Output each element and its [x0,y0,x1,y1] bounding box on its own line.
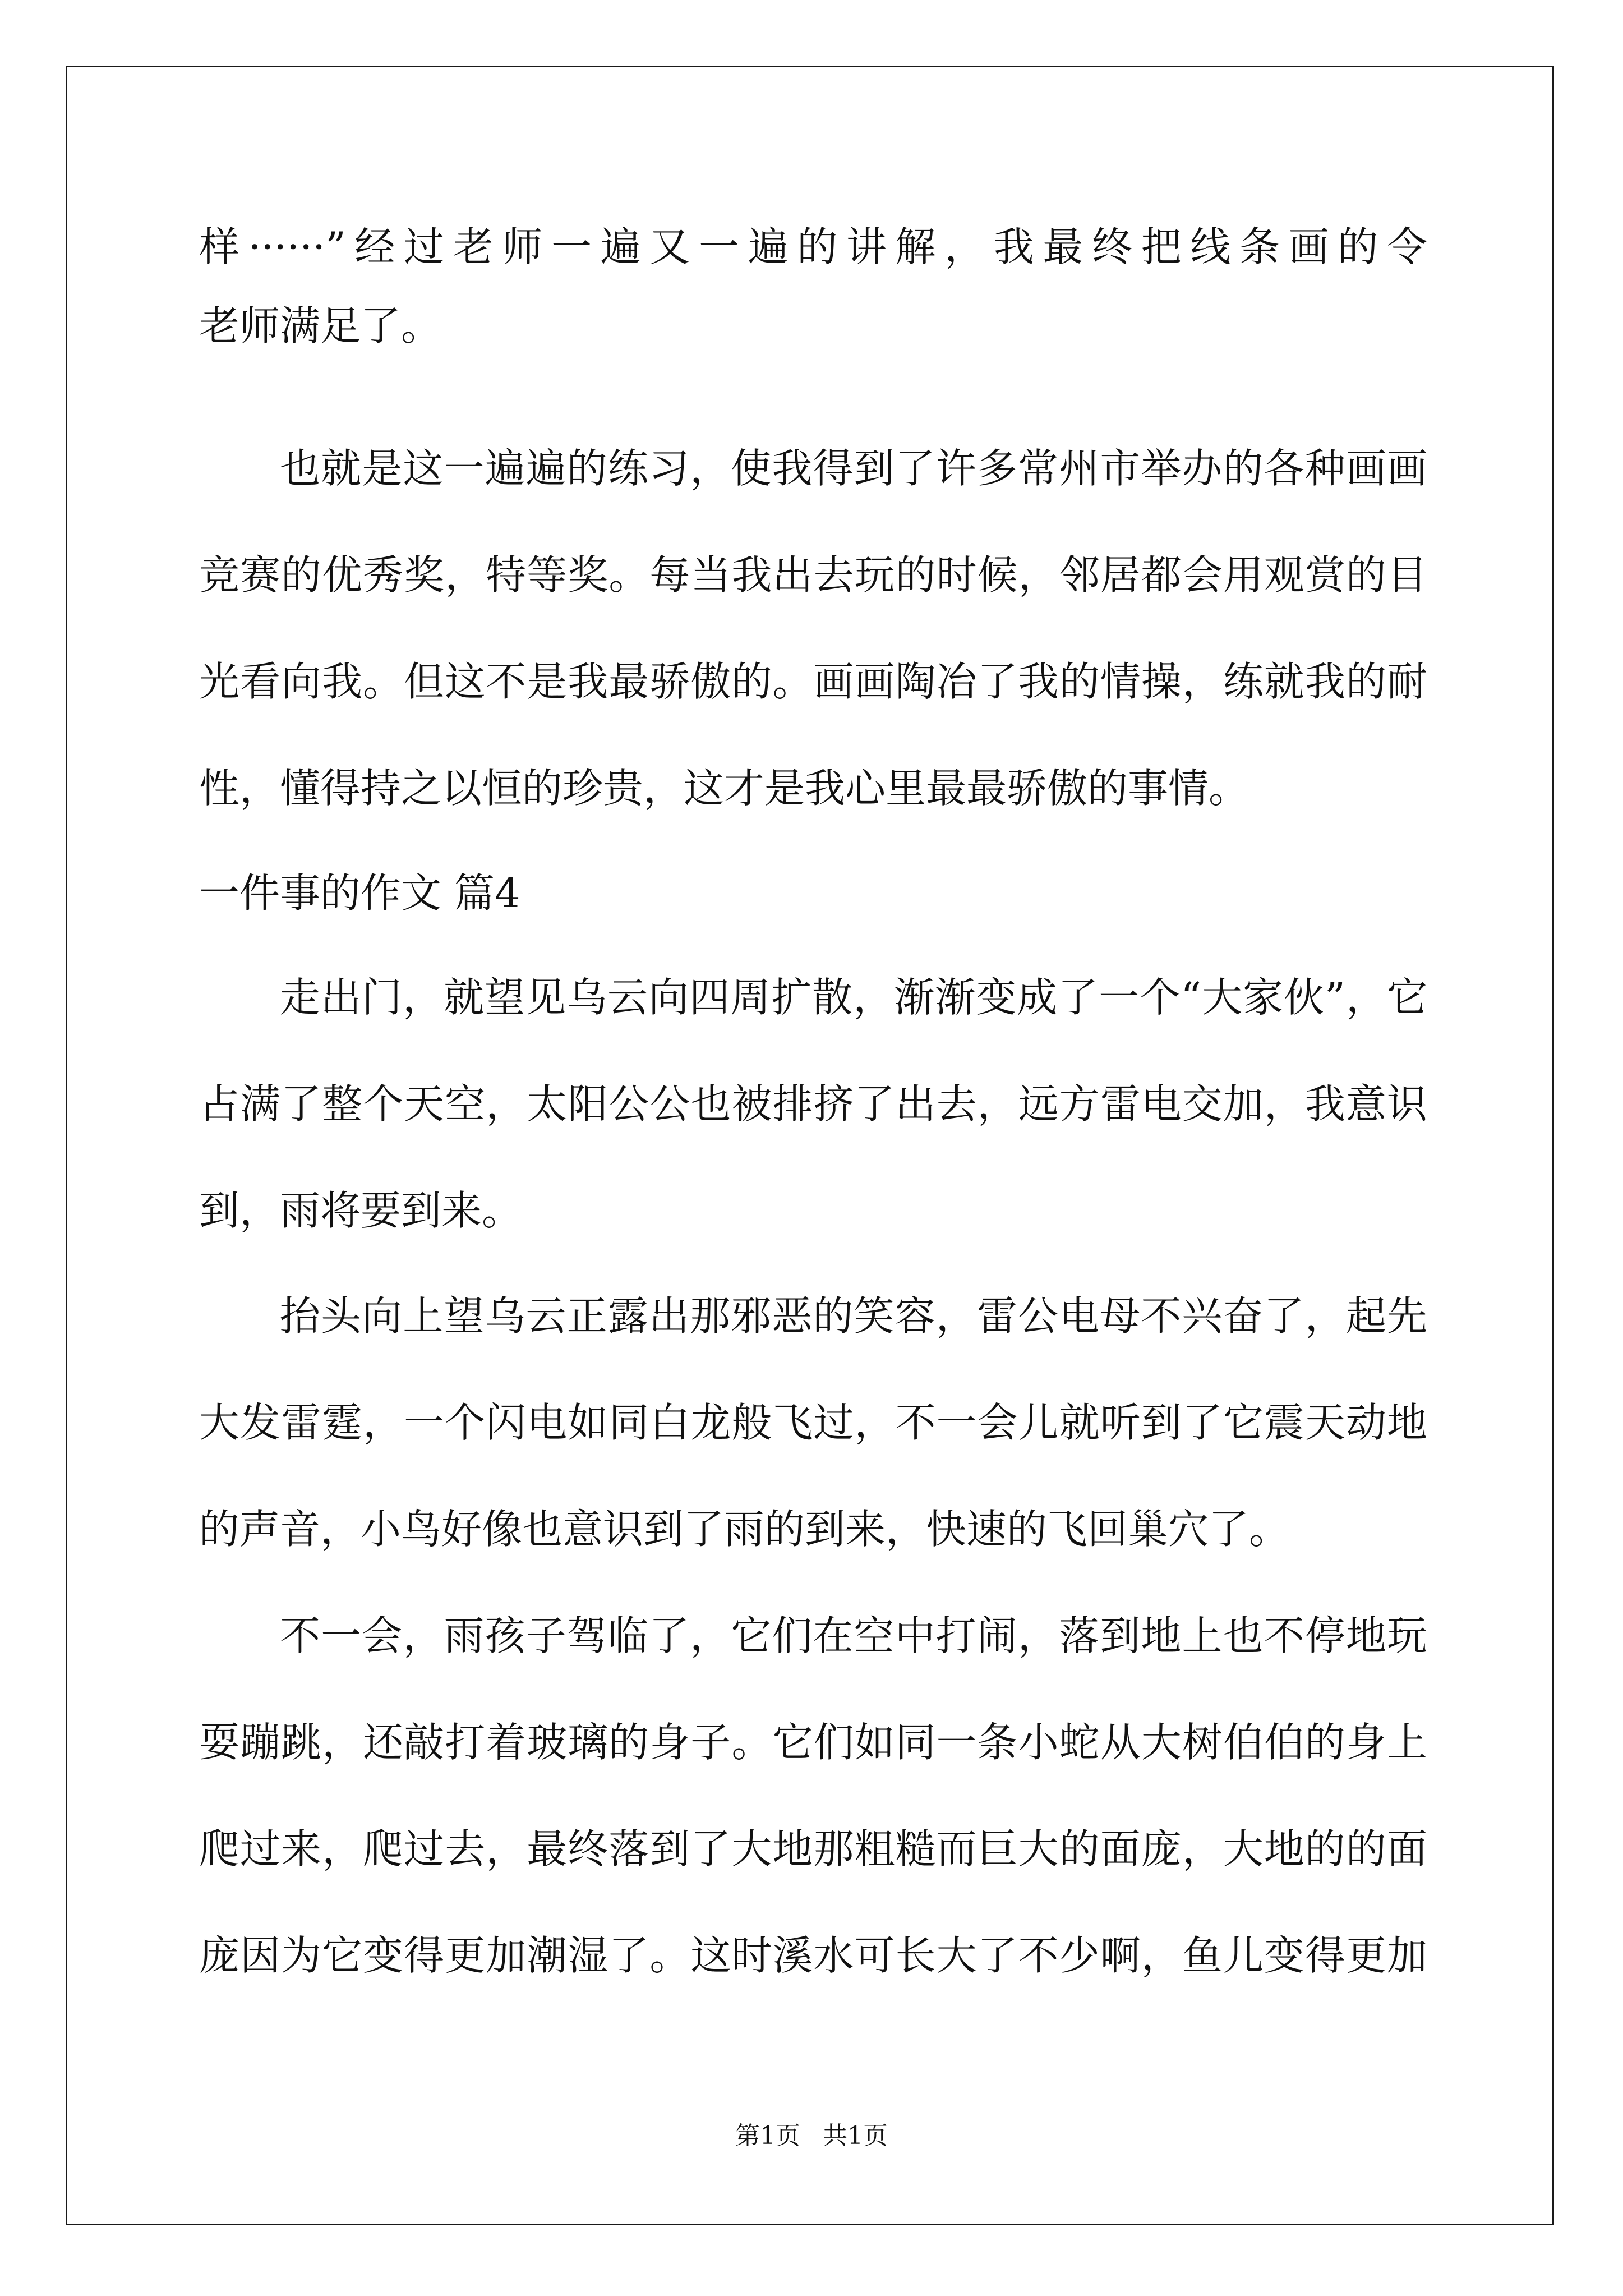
page-number: 第1页 [735,2122,800,2150]
text-line: 到，雨将要到来。 [199,1187,523,1234]
page-footer [0,2124,1623,2148]
text-line: 走出门，就望见乌云向四周扩散，渐渐变成了一个“大家伙”，它 [280,974,1427,1021]
text-line: 抬头向上望乌云正露出那邪恶的笑容，雷公电母不兴奋了，起先 [280,1292,1427,1340]
text-line: 样······”经过老师一遍又一遍的讲解，我最终把线条画的令 [199,223,1427,270]
page-total: 共1页 [823,2122,888,2150]
section-heading: 一件事的作文 篇4 [199,869,520,917]
text-line: 大发雷霆，一个闪电如同白龙般飞过，不一会儿就听到了它震天动地 [199,1399,1427,1446]
text-line: 光看向我。但这不是我最骄傲的。画画陶冶了我的情操，练就我的耐 [199,658,1427,705]
text-line: 性，懂得持之以恒的珍贵，这才是我心里最最骄傲的事情。 [199,765,1249,812]
text-line: 占满了整个天空，太阳公公也被排挤了出去，远方雷电交加，我意识 [199,1080,1427,1128]
text-line: 也就是这一遍遍的练习，使我得到了许多常州市举办的各种画画 [280,445,1427,492]
page-border [66,66,1554,2225]
text-line: 的声音，小鸟好像也意识到了雨的到来，快速的飞回巢穴了。 [199,1506,1290,1553]
text-line: 庞因为它变得更加潮湿了。这时溪水可长大了不少啊，鱼儿变得更加 [199,1932,1427,1979]
text-line: 不一会，雨孩子驾临了，它们在空中打闹，落到地上也不停地玩 [280,1612,1427,1659]
text-line: 爬过来，爬过去，最终落到了大地那粗糙而巨大的面庞，大地的的面 [199,1825,1427,1872]
text-line: 竞赛的优秀奖，特等奖。每当我出去玩的时候，邻居都会用观赏的目 [199,551,1427,599]
text-line: 耍蹦跳，还敲打着玻璃的身子。它们如同一条小蛇从大树伯伯的身上 [199,1719,1427,1766]
text-line: 老师满足了。 [199,302,442,349]
